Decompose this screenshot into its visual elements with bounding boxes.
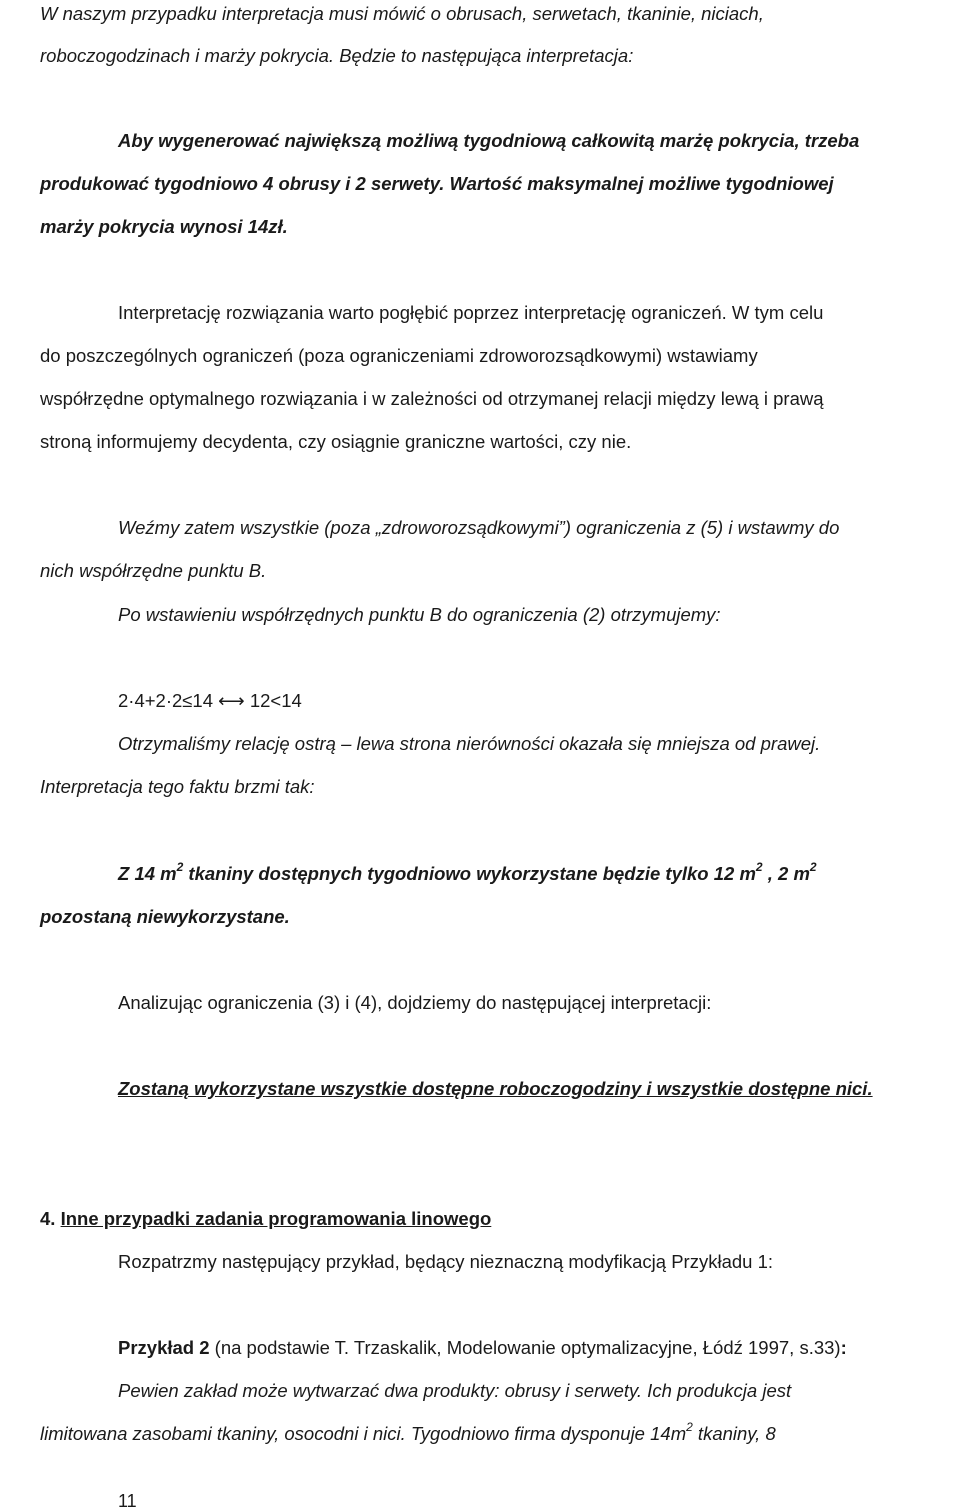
paragraph-line: stroną informujemy decydenta, czy osiągnie graniczne wartości, czy nie.	[40, 431, 632, 452]
paragraph-line: roboczogodzinach i marży pokrycia. Będzie to następująca interpretacja:	[40, 45, 634, 66]
paragraph-text: tkaniny, 8	[692, 1423, 776, 1444]
example-source: (na podstawie T. Trzaskalik, Modelowanie optymalizacyjne, Łódź 1997, s.33)	[209, 1337, 841, 1358]
superscript: 2	[686, 1419, 693, 1434]
formula: 2·4+2·2≤14 ⟷ 12<14	[118, 690, 302, 711]
conclusion-text: Z 14 m	[118, 863, 177, 884]
paragraph-line: Interpretacja tego faktu brzmi tak:	[40, 776, 315, 797]
paragraph-line: Analizując ograniczenia (3) i (4), dojdziemy do następującej interpretacji:	[118, 992, 712, 1013]
conclusion-line: Zostaną wykorzystane wszystkie dostępne roboczogodziny i wszystkie dostępne nici.	[118, 1078, 873, 1099]
conclusion-line: pozostaną niewykorzystane.	[40, 906, 290, 927]
conclusion-text: tkaniny dostępnych tygodniowo wykorzystane będzie tylko 12 m	[183, 863, 756, 884]
interpretation-text: Wartość maksymalnej możliwe tygodniowej	[444, 173, 834, 194]
section-heading	[40, 1207, 952, 1231]
interpretation-text: produkować tygodniowo 4 obrusy i 2 serwety.	[40, 173, 445, 194]
example-heading	[118, 1336, 952, 1360]
paragraph-line: Weźmy zatem wszystkie (poza „zdroworozsądkowymi”) ograniczenia z (5) i wstawmy do	[118, 517, 840, 538]
paragraph-line: Po wstawieniu współrzędnych punktu B do ograniczenia (2) otrzymujemy:	[118, 604, 721, 625]
section-title: Inne przypadki zadania programowania linowego	[60, 1208, 492, 1229]
paragraph-line: współrzędne optymalnego rozwiązania i w zależności od otrzymanej relacji między lewą i prawą	[40, 388, 824, 409]
interpretation-line: Aby wygenerować największą możliwą tygodniową całkowitą marżę pokrycia, trzeba	[118, 130, 860, 151]
paragraph-line: Interpretację rozwiązania warto pogłębić poprzez interpretację ograniczeń. W tym celu	[118, 302, 824, 323]
superscript: 2	[755, 859, 763, 874]
page-number: 11	[118, 1491, 137, 1511]
example-label: Przykład 2	[118, 1337, 210, 1358]
interpretation-line	[40, 172, 952, 196]
paragraph-line: Pewien zakład może wytwarzać dwa produkty: obrusy i serwety. Ich produkcja jest	[118, 1380, 792, 1401]
interpretation-line: marży pokrycia wynosi 14zł.	[40, 216, 288, 237]
paragraph-line: Otrzymaliśmy relację ostrą – lewa strona nierówności okazała się mniejsza od prawej.	[118, 733, 821, 754]
paragraph-line: Rozpatrzmy następujący przykład, będący nieznaczną modyfikacją Przykładu 1:	[118, 1251, 774, 1272]
superscript: 2	[809, 859, 817, 874]
paragraph-text: limitowana zasobami tkaniny, osocodni i nici. Tygodniowo firma dysponuje 14m	[40, 1423, 687, 1444]
conclusion-text: , 2 m	[762, 863, 810, 884]
conclusion-line	[118, 859, 952, 886]
superscript: 2	[176, 859, 184, 874]
paragraph-line	[40, 1419, 952, 1446]
paragraph-line: nich współrzędne punktu B.	[40, 560, 267, 581]
paragraph-line: W naszym przypadku interpretacja musi mówić o obrusach, serwetach, tkaninie, niciach,	[40, 3, 764, 24]
paragraph-line: do poszczególnych ograniczeń (poza ograniczeniami zdroworozsądkowymi) wstawiamy	[40, 345, 758, 366]
example-colon: :	[840, 1337, 847, 1358]
section-number: 4.	[40, 1208, 56, 1229]
